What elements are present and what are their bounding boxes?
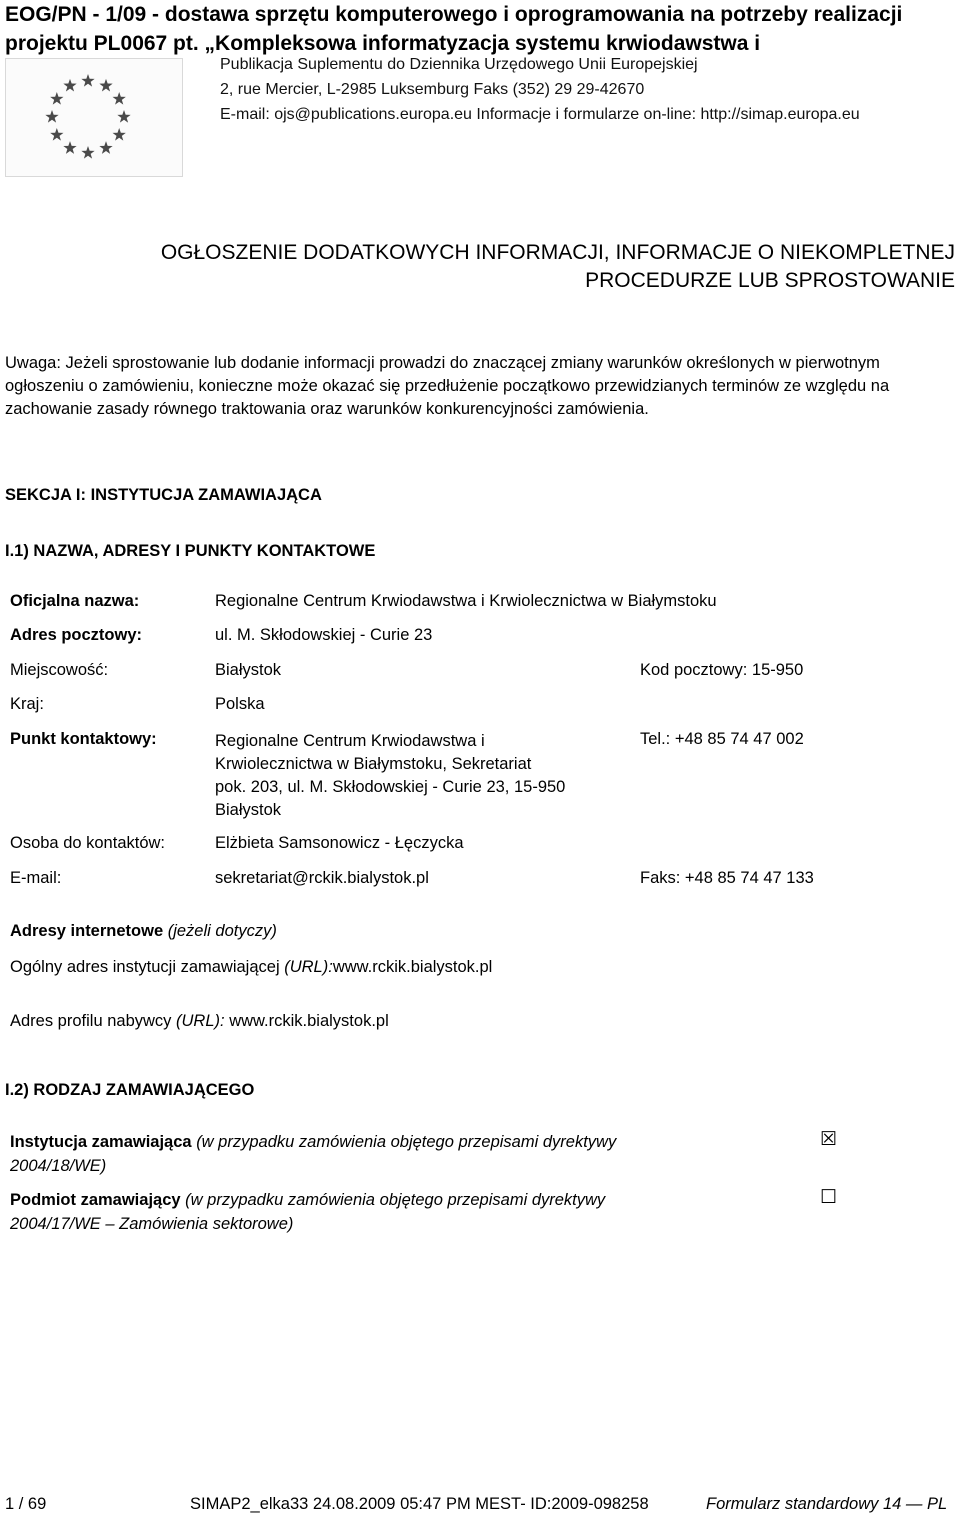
country-value: Polska bbox=[215, 695, 265, 713]
subsection-title: I.1) NAZWA, ADRESY I PUNKTY KONTAKTOWE bbox=[5, 542, 376, 560]
warning-paragraph: Uwaga: Jeżeli sprostowanie lub dodanie informacji prowadzi do znaczącej zmiany warunków określonych w pierwotnym ogłoszeniu o zamówieniu, konieczne może okazać się przedłużenie początkowo przewidzianych terminów ze względu na zachowanie zasady równego traktowania oraz warunków konkurencyjności zamówienia. bbox=[5, 354, 890, 418]
buyer-profile-value: www.rckik.bialystok.pl bbox=[229, 1012, 389, 1030]
postal-address-label: Adres pocztowy: bbox=[10, 626, 143, 644]
postal-code: Kod pocztowy: 15-950 bbox=[640, 661, 804, 679]
official-name-value: Regionalne Centrum Krwiodawstwa i Krwiolecznictwa w Białymstoku bbox=[215, 592, 717, 610]
authority-note-1: (w przypadku zamówienia objętego przepisami dyrektywy bbox=[196, 1133, 617, 1151]
entity-checkbox[interactable]: ☐ bbox=[820, 1187, 838, 1208]
contact-person-value: Elżbieta Samsonowicz - Łęczycka bbox=[215, 834, 464, 852]
emblem-star-icon bbox=[81, 146, 94, 159]
phone-value: Tel.: +48 85 74 47 002 bbox=[640, 730, 804, 748]
authority-note-2: 2004/18/WE) bbox=[10, 1157, 107, 1175]
emblem-star-icon bbox=[45, 110, 58, 123]
footer-document-id: SIMAP2_elka33 24.08.2009 05:47 PM MEST- ID:2009-098258 bbox=[190, 1495, 649, 1513]
authority-option bbox=[10, 1130, 750, 1178]
email-value: sekretariat@rckik.bialystok.pl bbox=[215, 869, 429, 887]
emblem-star-icon bbox=[99, 141, 112, 154]
subsection-2-title: I.2) RODZAJ ZAMAWIAJĄCEGO bbox=[5, 1081, 255, 1099]
buyer-profile-row bbox=[10, 1012, 389, 1031]
emblem-star-icon bbox=[113, 92, 126, 105]
entity-option bbox=[10, 1188, 750, 1236]
notice-heading-line-2: PROCEDURZE LUB SPROSTOWANIE bbox=[585, 269, 955, 292]
publication-line-2: 2, rue Mercier, L-2985 Luksemburg Faks (352) 29 29-42670 bbox=[220, 81, 645, 98]
eu-stars-emblem-icon bbox=[5, 58, 183, 177]
general-address-label: Ogólny adres instytucji zamawiającej bbox=[10, 958, 280, 976]
document-title: EOG/PN - 1/09 - dostawa sprzętu komputerowego i oprogramowania na potrzeby realizacji projektu PL0067 pt. „Kompleksowa informatyzacja systemu krwiodawstwa i bbox=[5, 3, 903, 55]
postal-address-value: ul. M. Skłodowskiej - Curie 23 bbox=[215, 626, 433, 644]
footer-form-name: Formularz standardowy 14 — PL bbox=[706, 1495, 948, 1513]
emblem-star-icon bbox=[113, 128, 126, 141]
notice-heading-line-1: OGŁOSZENIE DODATKOWYCH INFORMACJI, INFORMACJE O NIEKOMPLETNEJ bbox=[160, 241, 955, 264]
contact-point-line-4: Białystok bbox=[215, 801, 282, 819]
section-title: SEKCJA I: INSTYTUCJA ZAMAWIAJĄCA bbox=[5, 486, 322, 504]
publication-line-3: E-mail: ojs@publications.europa.eu Informacje i formularze on-line: http://simap.europa.eu bbox=[220, 106, 860, 123]
entity-label: Podmiot zamawiający bbox=[10, 1191, 181, 1209]
email-label: E-mail: bbox=[10, 869, 62, 887]
fax-value: Faks: +48 85 74 47 133 bbox=[640, 869, 814, 887]
internet-heading bbox=[10, 922, 277, 941]
publication-line-1: Publikacja Suplementu do Dziennika Urzędowego Unii Europejskiej bbox=[220, 56, 698, 73]
official-name-label: Oficjalna nazwa: bbox=[10, 592, 140, 610]
town-value: Białystok bbox=[215, 661, 282, 679]
entity-note-1: (w przypadku zamówienia objętego przepisami dyrektywy bbox=[185, 1191, 606, 1209]
emblem-star-icon bbox=[117, 110, 130, 123]
emblem-star-icon bbox=[99, 79, 112, 92]
general-address-value: www.rckik.bialystok.pl bbox=[332, 958, 493, 976]
authority-label: Instytucja zamawiająca bbox=[10, 1133, 192, 1151]
general-address-url-label: (URL): bbox=[284, 958, 333, 976]
eu-stars-svg bbox=[6, 59, 182, 176]
country-label: Kraj: bbox=[10, 695, 44, 713]
contact-person-label: Osoba do kontaktów: bbox=[10, 834, 166, 852]
buyer-profile-url-label: (URL): bbox=[176, 1012, 225, 1030]
emblem-star-icon bbox=[81, 74, 94, 87]
contact-point-label: Punkt kontaktowy: bbox=[10, 730, 157, 748]
authority-checkbox[interactable]: ☒ bbox=[820, 1129, 838, 1150]
contact-point-line-2: Krwiolecznictwa w Białymstoku, Sekretariat bbox=[215, 755, 532, 773]
entity-note-2: 2004/17/WE – Zamówienia sektorowe) bbox=[10, 1215, 294, 1233]
contact-point-value bbox=[215, 730, 565, 822]
contact-point-line-3: pok. 203, ul. M. Skłodowskiej - Curie 23, 15-950 bbox=[215, 778, 566, 796]
town-label: Miejscowość: bbox=[10, 661, 109, 679]
internet-heading-text: Adresy internetowe bbox=[10, 922, 164, 940]
emblem-star-icon bbox=[63, 79, 76, 92]
emblem-star-icon bbox=[50, 128, 63, 141]
internet-heading-note: (jeżeli dotyczy) bbox=[167, 922, 277, 940]
general-address-row bbox=[10, 958, 492, 977]
emblem-star-icon bbox=[50, 92, 63, 105]
contact-point-line-1: Regionalne Centrum Krwiodawstwa i bbox=[215, 732, 485, 750]
buyer-profile-label: Adres profilu nabywcy bbox=[10, 1012, 172, 1030]
footer-page-number: 1 / 69 bbox=[5, 1495, 47, 1513]
emblem-star-icon bbox=[63, 141, 76, 154]
